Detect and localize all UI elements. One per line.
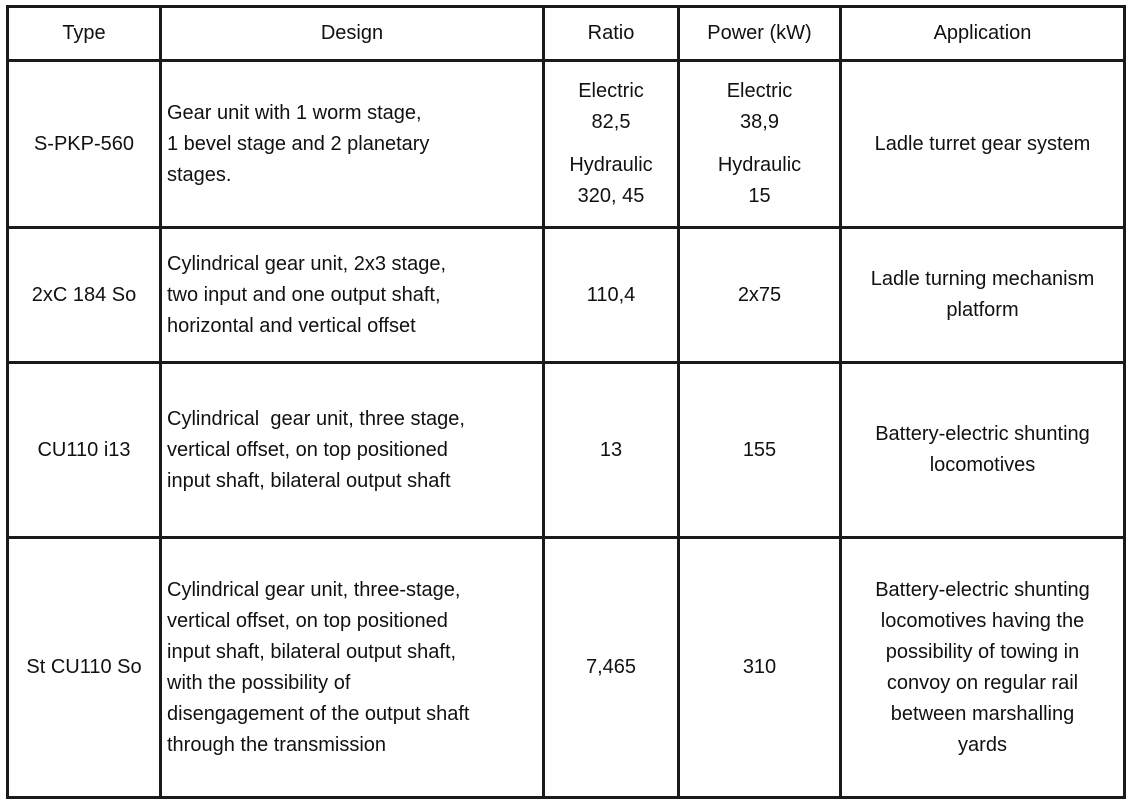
header-application: Application [841, 7, 1125, 61]
design-line: Gear unit with 1 worm stage, [167, 101, 422, 124]
design-line: vertical offset, on top positioned [167, 438, 448, 461]
design-line: vertical offset, on top positioned [167, 609, 448, 632]
table-row [8, 61, 1125, 228]
power-cell: 2x75 [679, 228, 841, 363]
ratio-label: Electric [578, 80, 644, 102]
power-cell: 310 [679, 538, 841, 798]
application-line: Battery-electric shunting [875, 578, 1090, 601]
gear-units-table [6, 5, 1126, 799]
design-cell [161, 61, 544, 228]
design-line: disengagement of the output shaft [167, 702, 470, 725]
application-line: convoy on regular rail [886, 671, 1079, 694]
type-cell: CU110 i13 [8, 363, 161, 538]
ratio-electric [551, 76, 671, 138]
design-line: Cylindrical gear unit, 2x3 stage, [167, 252, 447, 275]
application-line: locomotives having the [880, 609, 1085, 632]
design-line: 1 bevel stage and 2 planetary [167, 132, 430, 155]
power-electric [686, 76, 833, 138]
header-row [8, 7, 1125, 61]
application-line: Ladle turret gear system [874, 132, 1091, 155]
application-line: yards [958, 733, 1007, 756]
design-line: with the possibility of [167, 671, 351, 694]
application-cell [841, 363, 1125, 538]
application-line: platform [946, 299, 1019, 321]
power-label: Electric [726, 80, 793, 102]
design-line: input shaft, bilateral output shaft [167, 469, 451, 492]
power-value: 38,9 [740, 111, 779, 133]
header-ratio: Ratio [544, 7, 679, 61]
table-row [8, 538, 1125, 798]
power-value: 15 [748, 185, 771, 207]
header-design: Design [161, 7, 544, 61]
design-line: stages. [167, 163, 232, 186]
design-line: Cylindrical gear unit, three-stage, [167, 578, 461, 601]
design-line: Cylindrical gear unit, three stage, [167, 407, 465, 430]
application-cell [841, 228, 1125, 363]
application-line: possibility of towing in [885, 640, 1080, 663]
ratio-value: 320, 45 [577, 185, 645, 207]
application-line: Ladle turning mechanism [870, 268, 1095, 290]
header-power: Power (kW) [679, 7, 841, 61]
ratio-cell [544, 61, 679, 228]
design-cell [161, 363, 544, 538]
table-row [8, 363, 1125, 538]
design-cell [161, 228, 544, 363]
ratio-value: 82,5 [591, 111, 631, 133]
power-label: Hydraulic [717, 154, 802, 176]
design-cell [161, 538, 544, 798]
type-cell: 2xC 184 So [8, 228, 161, 363]
ratio-cell: 110,4 [544, 228, 679, 363]
power-hydraulic [686, 150, 833, 212]
design-line: horizontal and vertical offset [167, 314, 416, 337]
ratio-cell: 7,465 [544, 538, 679, 798]
design-line: two input and one output shaft, [167, 283, 441, 306]
application-line: locomotives [929, 454, 1036, 476]
design-line: input shaft, bilateral output shaft, [167, 640, 457, 663]
power-cell [679, 61, 841, 228]
ratio-cell: 13 [544, 363, 679, 538]
application-cell [841, 61, 1125, 228]
table-row [8, 228, 1125, 363]
design-line: through the transmission [167, 733, 387, 756]
power-cell: 155 [679, 363, 841, 538]
application-cell [841, 538, 1125, 798]
ratio-hydraulic [551, 150, 671, 212]
application-line: between marshalling [890, 702, 1075, 725]
application-line: Battery-electric shunting [875, 423, 1090, 445]
ratio-label: Hydraulic [569, 154, 653, 176]
type-cell: S-PKP-560 [8, 61, 161, 228]
type-cell: St CU110 So [8, 538, 161, 798]
header-type: Type [8, 7, 161, 61]
